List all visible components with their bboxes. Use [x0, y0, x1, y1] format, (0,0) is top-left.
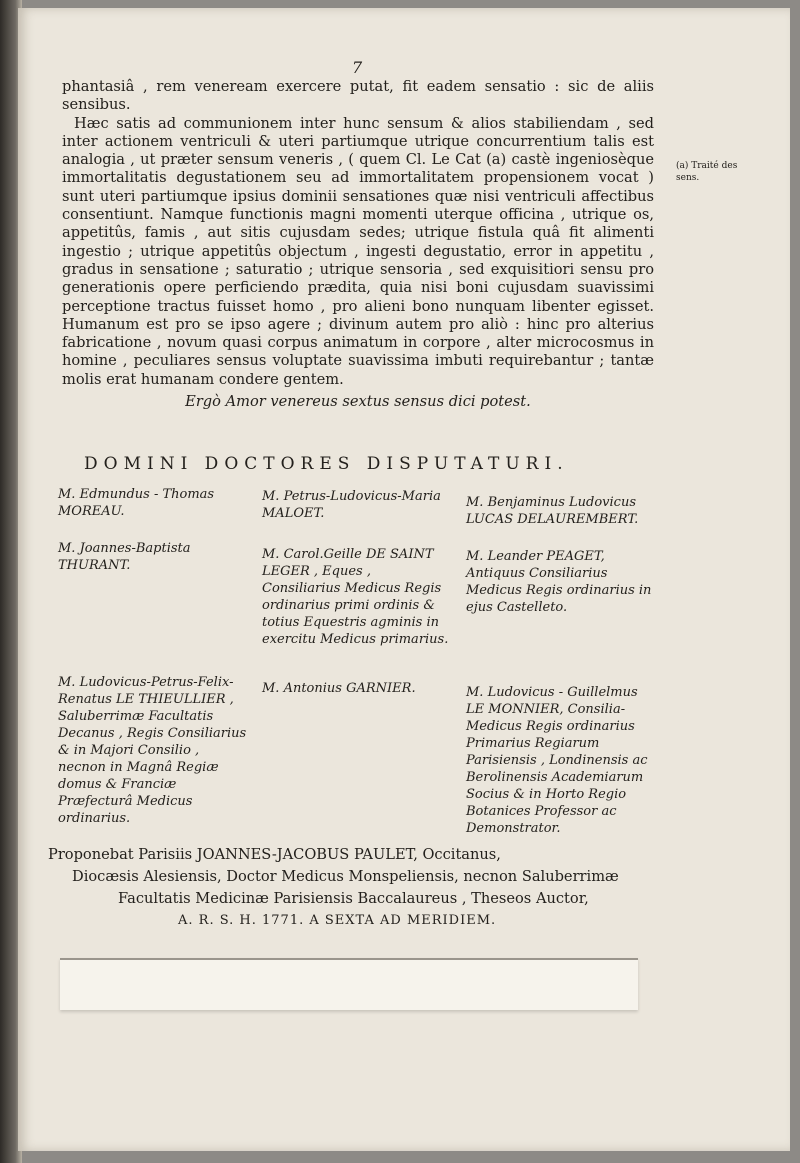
margin-note: (a) Traité des sens. — [676, 161, 738, 183]
doctor-entry: M. Joannes-Baptista THURANT. — [58, 541, 191, 573]
section-heading: DOMINI DOCTORES DISPUTATURI. — [84, 454, 569, 474]
doctor-entry: M. Antonius GARNIER. — [262, 681, 416, 696]
imprint-line: Proponebat Parisiis JOANNES-JACOBUS PAULET, Occitanus, — [48, 846, 501, 863]
doctor-entry: M. Ludovicus-Petrus-Felix-Renatus LE THIEULLIER , Saluberrimæ Facultatis Decanus , Regis Consiliarius & in Majori Consilio , necnon in Magnâ Regiæ domus & Franciæ Præfecturâ Medicus ordinarius. — [58, 675, 247, 826]
paragraph: Hæc satis ad communionem inter hunc sensum & alios stabiliendam , sed inter actionem ventriculi & uteri partiumque utrique concurrentium talis est analogia , ut præter sensum veneris , ( quem Cl. Le Cat (a) castè ingeniosèque immortalitatis degustationem seu ad immortalitatem propensionem vocat ) sunt uteri partiumque ipsius dominii sensationes quæ nisi ventriculi affectibus consentiunt. Namque functionis magni momenti uterque officina , utrique os, appetitûs, famis , aut sitis cujusdam sedes; utrique fistula quâ fit alimenti ingestio ; utrique appetitûs objectum , ingesti degustatio, error in appetitu , gradus in sensatione ; saturatio ; utrique sensoria , sed exquisitiori sensu pro generationis opere perficiendo prædita, quia nisi boni cujusdam suavissimi perceptione tractus fuisset homo , pro alieni bono nunquam libenter egisset. Humanum est pro se ipso agere ; divinum autem pro aliò : hinc pro alterius fabricatione , novum quasi corpus animatum in corpore , alter microcosmus in homine , peculiares sensus voluptate suavissima imbuti requirebantur ; tantæ molis erat humanam condere gentem. — [62, 114, 654, 388]
imprint-line: Diocæsis Alesiensis, Doctor Medicus Monspeliensis, necnon Saluberrimæ — [72, 868, 619, 885]
paper-slip — [60, 958, 638, 1010]
conclusion: Ergò Amor venereus sextus sensus dici potest. — [185, 393, 531, 411]
doctor-entry: M. Benjaminus Ludovicus LUCAS DELAUREMBERT. — [466, 495, 639, 527]
doctor-entry: M. Edmundus - Thomas MOREAU. — [58, 487, 215, 519]
doctor-entry: M. Carol.Geille DE SAINT LEGER , Eques , Consiliarius Medicus Regis ordinarius primi ordinis & totius Equestris agminis in exercitu Medicus primarius. — [262, 547, 449, 647]
doctor-entry: M. Ludovicus - Guillelmus LE MONNIER, Consilia-Medicus Regis ordinarius Primarius Regiarum Parisiensis , Londinensis ac Berolinensis Academiarum Socius & in Horto Regio Botanices Professor ac Demonstrator. — [466, 685, 648, 836]
imprint — [48, 844, 658, 932]
paragraph-line: phantasiâ , rem veneream exercere putat, fit eadem sensatio : sic de aliis sensibus. — [62, 78, 654, 114]
imprint-date: A. R. S. H. 1771. A SEXTA AD MERIDIEM. — [178, 913, 497, 928]
imprint-line: Facultatis Medicinæ Parisiensis Baccalaureus , Theseos Auctor, — [118, 890, 589, 907]
doctor-entry: M. Petrus-Ludovicus-Maria MALOET. — [262, 489, 441, 521]
doctor-entry: M. Leander PEAGET, Antiquus Consiliarius Medicus Regis ordinarius in ejus Castelleto. — [466, 549, 652, 615]
page-number: 7 — [352, 58, 363, 77]
body-text — [62, 78, 654, 411]
